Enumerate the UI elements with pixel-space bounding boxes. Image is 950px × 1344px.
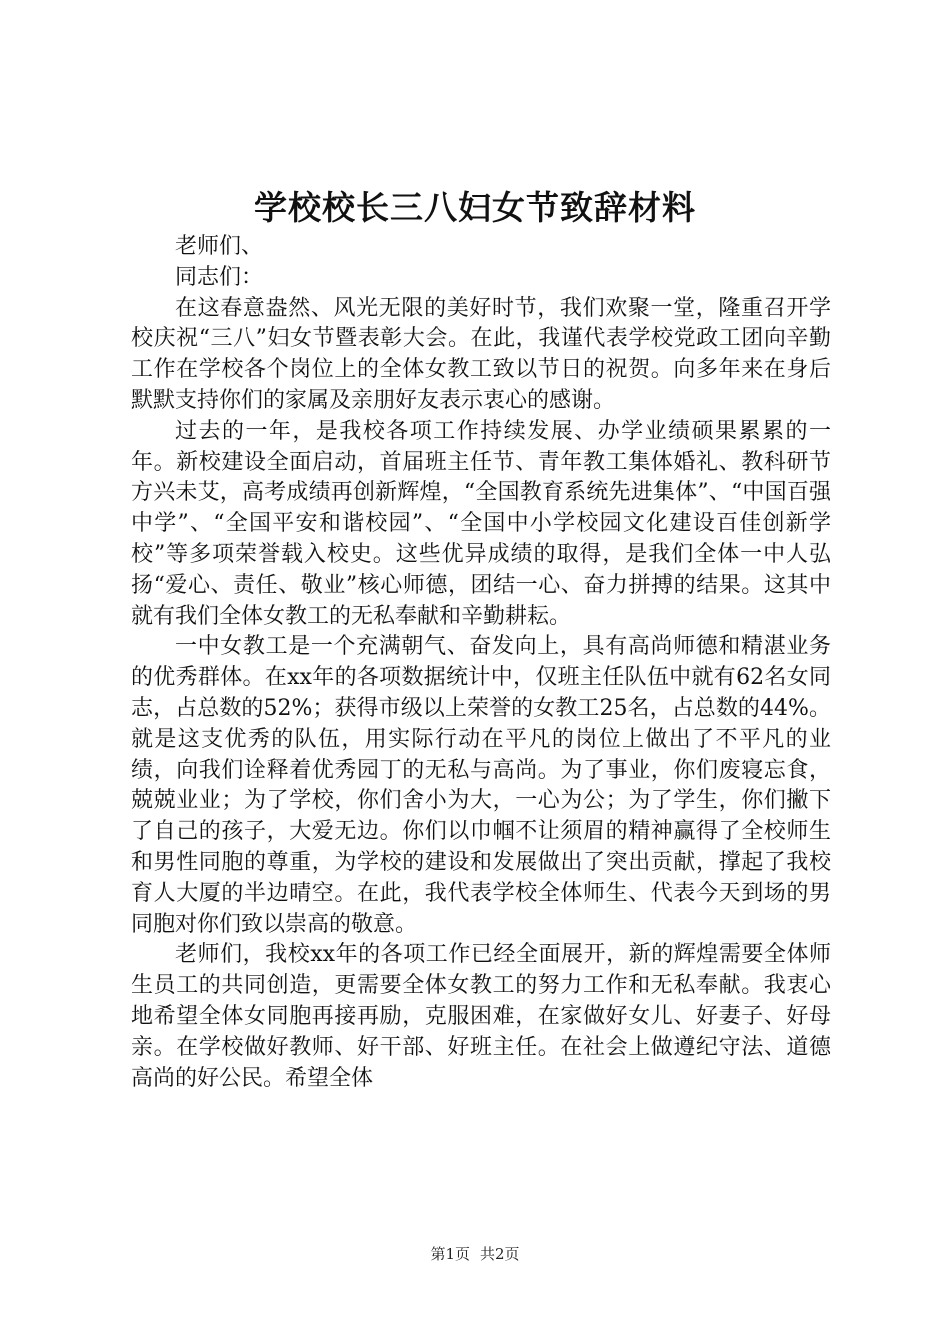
body-paragraph: 一中女教工是一个充满朝气、奋发向上，具有高尚师德和精湛业务的优秀群体。在xx年的各项数据统计中，仅班主任队伍中就有62名女同志，占总数的52%；获得市级以上荣誉的女教工25名，占总数的44%。就是这支优秀的队伍，用实际行动在平凡的岗位上做出了不平凡的业绩，向我们诠释着优秀园丁的无私与高尚。为了事业，你们废寝忘食，兢兢业业；为了学校，你们舍小为大，一心为公；为了学生，你们撇下了自己的孩子，大爱无边。你们以巾帼不让须眉的精神赢得了全校师生和男性同胞的尊重，为学校的建设和发展做出了突出贡献，撑起了我校育人大厦的半边晴空。在此，我代表学校全体师生、代表今天到场的男同胞对你们致以崇高的敬意。 [131,634,831,937]
page-number: 第1页 [430,1245,470,1263]
document-title: 学校校长三八妇女节致辞材料 [254,188,696,227]
salutation-line: 同志们： [175,264,264,290]
salutation-line: 老师们、 [175,234,264,259]
document-body [131,232,831,1094]
page-footer [0,1244,950,1264]
page-total: 共2页 [480,1245,520,1263]
body-paragraph: 老师们，我校xx年的各项工作已经全面展开，新的辉煌需要全体师生员工的共同创造，更需要全体女教工的努力工作和无私奉献。我衷心地希望全体女同胞再接再励，克服困难，在家做好女儿、好妻子、好母亲。在学校做好教师、好干部、好班主任。在社会上做遵纪守法、道德高尚的好公民。希望全体 [131,942,831,1091]
body-paragraph: 过去的一年，是我校各项工作持续发展、办学业绩硕果累累的一年。新校建设全面启动，首届班主任节、青年教工集体婚礼、教科研节方兴未艾，高考成绩再创新辉煌，“全国教育系统先进集体”、“中国百强中学”、“全国平安和谐校园”、“全国中小学校园文化建设百佳创新学校”等多项荣誉载入校史。这些优异成绩的取得，是我们全体一中人弘扬“爱心、责任、敬业”核心师德，团结一心、奋力拼搏的结果。这其中就有我们全体女教工的无私奉献和辛勤耕耘。 [131,418,831,629]
body-paragraph: 在这春意盎然、风光无限的美好时节，我们欢聚一堂，隆重召开学校庆祝“三八”妇女节暨表彰大会。在此，我谨代表学校党政工团向辛勤工作在学校各个岗位上的全体女教工致以节日的祝贺。向多年来在身后默默支持你们的家属及亲朋好友表示衷心的感谢。 [131,295,831,413]
